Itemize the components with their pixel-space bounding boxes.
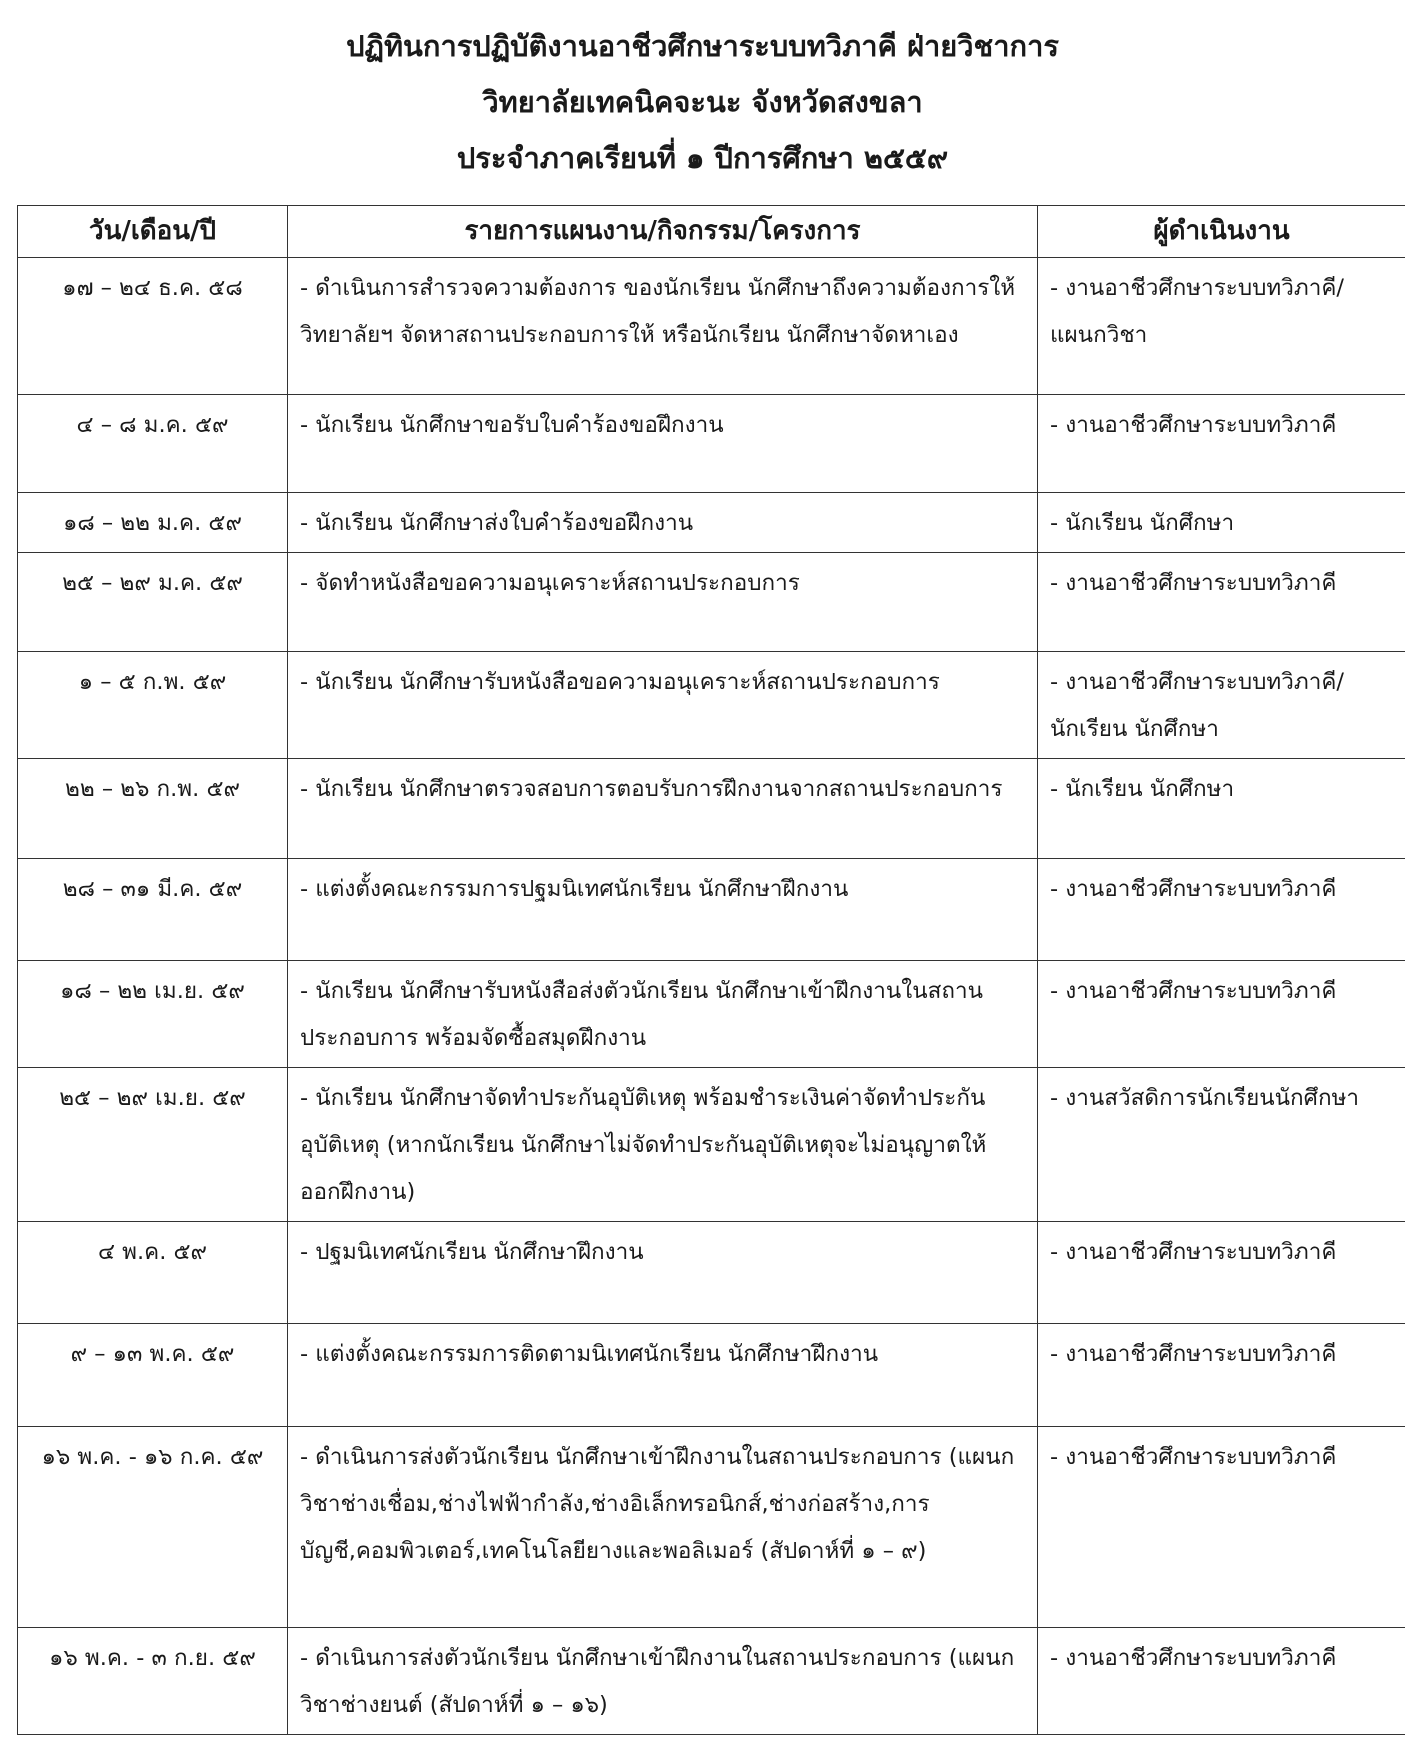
table-row bbox=[18, 1324, 1405, 1427]
title-line-1: ปฏิทินการปฏิบัติงานอาชีวศึกษาระบบทวิภาคี ฝ่ายวิชาการ bbox=[346, 29, 1059, 63]
column-header-activity: รายการแผนงาน/กิจกรรม/โครงการ bbox=[288, 206, 1038, 258]
table-row bbox=[18, 759, 1405, 859]
title-line-3: ประจำภาคเรียนที่ ๑ ปีการศึกษา ๒๕๕๙ bbox=[456, 141, 949, 175]
activity-cell: - นักเรียน นักศึกษารับหนังสือส่งตัวนักเรียน นักศึกษาเข้าฝึกงานในสถานประกอบการ พร้อมจัดซื้อสมุดฝึกงาน bbox=[288, 961, 1038, 1068]
responsible-cell: - งานอาชีวศึกษาระบบทวิภาคี bbox=[1038, 859, 1405, 961]
activity-cell: - นักเรียน นักศึกษารับหนังสือขอความอนุเคราะห์สถานประกอบการ bbox=[288, 652, 1038, 759]
responsible-cell: - งานอาชีวศึกษาระบบทวิภาคี/แผนกวิชา bbox=[1038, 258, 1405, 395]
table-row bbox=[18, 1628, 1405, 1735]
activity-cell: - แต่งตั้งคณะกรรมการปฐมนิเทศนักเรียน นักศึกษาฝึกงาน bbox=[288, 859, 1038, 961]
date-cell: ๒๘ – ๓๑ มี.ค. ๕๙ bbox=[18, 859, 288, 961]
responsible-cell: - นักเรียน นักศึกษา bbox=[1038, 493, 1405, 553]
responsible-cell: - งานอาชีวศึกษาระบบทวิภาคี bbox=[1038, 553, 1405, 652]
responsible-cell: - งานสวัสดิการนักเรียนนักศึกษา bbox=[1038, 1068, 1405, 1222]
responsible-cell: - งานอาชีวศึกษาระบบทวิภาคี bbox=[1038, 1628, 1405, 1735]
table-row bbox=[18, 1068, 1405, 1222]
date-cell: ๒๕ – ๒๙ ม.ค. ๕๙ bbox=[18, 553, 288, 652]
table-row bbox=[18, 652, 1405, 759]
responsible-cell: - งานอาชีวศึกษาระบบทวิภาคี/นักเรียน นักศึกษา bbox=[1038, 652, 1405, 759]
activity-cell: - ดำเนินการส่งตัวนักเรียน นักศึกษาเข้าฝึกงานในสถานประกอบการ (แผนกวิชาช่างยนต์ (สัปดาห์ที่ ๑ – ๑๖) bbox=[288, 1628, 1038, 1735]
table-row bbox=[18, 859, 1405, 961]
table-row bbox=[18, 493, 1405, 553]
responsible-cell: - งานอาชีวศึกษาระบบทวิภาคี bbox=[1038, 1324, 1405, 1427]
date-cell: ๔ พ.ค. ๕๙ bbox=[18, 1222, 288, 1324]
activity-cell: - นักเรียน นักศึกษาขอรับใบคำร้องขอฝึกงาน bbox=[288, 395, 1038, 493]
date-cell: ๙ – ๑๓ พ.ค. ๕๙ bbox=[18, 1324, 288, 1427]
date-cell: ๑ – ๕ ก.พ. ๕๙ bbox=[18, 652, 288, 759]
activity-cell: - นักเรียน นักศึกษาจัดทำประกันอุบัติเหตุ พร้อมชำระเงินค่าจัดทำประกันอุบัติเหตุ (หากนักเรียน นักศึกษาไม่จัดทำประกันอุบัติเหตุจะไม่อนุญาตให้ออกฝึกงาน) bbox=[288, 1068, 1038, 1222]
date-cell: ๑๘ – ๒๒ ม.ค. ๕๙ bbox=[18, 493, 288, 553]
activity-cell: - ดำเนินการส่งตัวนักเรียน นักศึกษาเข้าฝึกงานในสถานประกอบการ (แผนกวิชาช่างเชื่อม,ช่างไฟฟ้ากำลัง,ช่างอิเล็กทรอนิกส์,ช่างก่อสร้าง,การบัญชี,คอมพิวเตอร์,เทคโนโลยียางและพอลิเมอร์ (สัปดาห์ที่ ๑ – ๙) bbox=[288, 1427, 1038, 1628]
date-cell: ๒๕ – ๒๙ เม.ย. ๕๙ bbox=[18, 1068, 288, 1222]
activity-cell: - นักเรียน นักศึกษาส่งใบคำร้องขอฝึกงาน bbox=[288, 493, 1038, 553]
table-row bbox=[18, 1427, 1405, 1628]
table-header-row bbox=[18, 206, 1405, 258]
responsible-cell: - งานอาชีวศึกษาระบบทวิภาคี bbox=[1038, 961, 1405, 1068]
table-row bbox=[18, 258, 1405, 395]
date-cell: ๒๒ – ๒๖ ก.พ. ๕๙ bbox=[18, 759, 288, 859]
date-cell: ๑๘ – ๒๒ เม.ย. ๕๙ bbox=[18, 961, 288, 1068]
date-cell: ๑๗ – ๒๔ ธ.ค. ๕๘ bbox=[18, 258, 288, 395]
date-cell: ๔ – ๘ ม.ค. ๕๙ bbox=[18, 395, 288, 493]
schedule-table bbox=[17, 205, 1405, 1735]
date-cell: ๑๖ พ.ค. - ๓ ก.ย. ๕๙ bbox=[18, 1628, 288, 1735]
responsible-cell: - งานอาชีวศึกษาระบบทวิภาคี bbox=[1038, 395, 1405, 493]
title-line-2: วิทยาลัยเทคนิคจะนะ จังหวัดสงขลา bbox=[482, 85, 923, 119]
table-row bbox=[18, 395, 1405, 493]
document-header bbox=[0, 18, 1405, 186]
column-header-date: วัน/เดือน/ปี bbox=[18, 206, 288, 258]
table-row bbox=[18, 961, 1405, 1068]
activity-cell: - จัดทำหนังสือขอความอนุเคราะห์สถานประกอบการ bbox=[288, 553, 1038, 652]
responsible-cell: - งานอาชีวศึกษาระบบทวิภาคี bbox=[1038, 1427, 1405, 1628]
activity-cell: - ปฐมนิเทศนักเรียน นักศึกษาฝึกงาน bbox=[288, 1222, 1038, 1324]
activity-cell: - นักเรียน นักศึกษาตรวจสอบการตอบรับการฝึกงานจากสถานประกอบการ bbox=[288, 759, 1038, 859]
table-row bbox=[18, 1222, 1405, 1324]
date-cell: ๑๖ พ.ค. - ๑๖ ก.ค. ๕๙ bbox=[18, 1427, 288, 1628]
column-header-responsible: ผู้ดำเนินงาน bbox=[1038, 206, 1405, 258]
activity-cell: - ดำเนินการสำรวจความต้องการ ของนักเรียน นักศึกษาถึงความต้องการให้วิทยาลัยฯ จัดหาสถานประกอบการให้ หรือนักเรียน นักศึกษาจัดหาเอง bbox=[288, 258, 1038, 395]
responsible-cell: - งานอาชีวศึกษาระบบทวิภาคี bbox=[1038, 1222, 1405, 1324]
table-row bbox=[18, 553, 1405, 652]
activity-cell: - แต่งตั้งคณะกรรมการติดตามนิเทศนักเรียน นักศึกษาฝึกงาน bbox=[288, 1324, 1038, 1427]
responsible-cell: - นักเรียน นักศึกษา bbox=[1038, 759, 1405, 859]
